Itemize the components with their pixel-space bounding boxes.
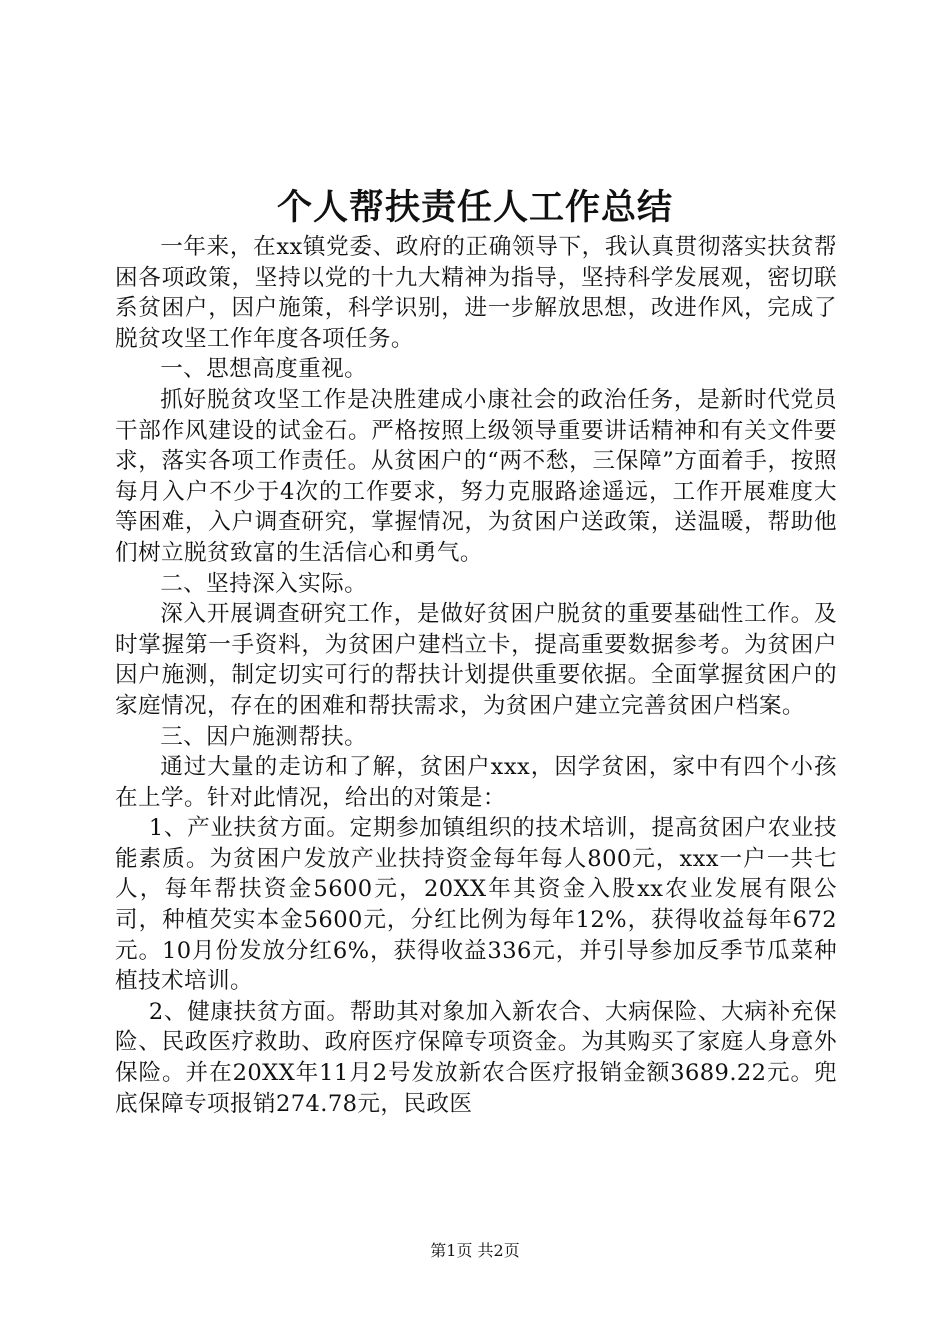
- list-item-industry: 1、产业扶贫方面。定期参加镇组织的技术培训，提高贫困户农业技能素质。为贫困户发放产业扶持资金每年每人800元，xxx一户一共七人，每年帮扶资金5600元，20XX年其资金入股xx农业发展有限公司，种植芡实本金5600元，分红比例为每年12%，获得收益每年672元。10月份发放分红6%，获得收益336元，并引导参加反季节瓜菜种植技术培训。: [115, 815, 837, 995]
- section-heading-2: 二、坚持深入实际。: [160, 570, 368, 597]
- list-item-health: 2、健康扶贫方面。帮助其对象加入新农合、大病保险、大病补充保险、民政医疗救助、政府医疗保障专项资金。为其购买了家庭人身意外保险。并在20XX年11月2号发放新农合医疗报销金额3689.22元。兜底保障专项报销274.78元，民政医: [115, 998, 837, 1117]
- paragraph-section-3: 通过大量的走访和了解，贫困户xxx，因学贫困，家中有四个小孩在上学。针对此情况，给出的对策是：: [115, 754, 837, 811]
- page-number-footer: 第1页 共2页: [430, 1241, 520, 1260]
- document-body: [115, 232, 837, 1119]
- section-heading-1: 一、思想高度重视。: [160, 356, 368, 383]
- document-title: 个人帮扶责任人工作总结: [276, 187, 673, 228]
- paragraph-section-1: 抓好脱贫攻坚工作是决胜建成小康社会的政治任务，是新时代党员干部作风建设的试金石。严格按照上级领导重要讲话精神和有关文件要求，落实各项工作责任。从贫困户的“两不愁，三保障”方面着手，按照每月入户不少于4次的工作要求，努力克服路途遥远，工作开展难度大等困难，入户调查研究，掌握情况，为贫困户送政策，送温暖，帮助他们树立脱贫致富的生活信心和勇气。: [115, 386, 837, 566]
- section-heading-3: 三、因户施测帮扶。: [160, 723, 368, 750]
- paragraph-intro: 一年来，在xx镇党委、政府的正确领导下，我认真贯彻落实扶贫帮困各项政策，坚持以党的十九大精神为指导，坚持科学发展观，密切联系贫困户，因户施策，科学识别，进一步解放思想，改进作风，完成了脱贫攻坚工作年度各项任务。: [115, 234, 837, 352]
- paragraph-section-2: 深入开展调查研究工作，是做好贫困户脱贫的重要基础性工作。及时掌握第一手资料，为贫困户建档立卡，提高重要数据参考。为贫困户因户施测，制定切实可行的帮扶计划提供重要依据。全面掌握贫困户的家庭情况，存在的困难和帮扶需求，为贫困户建立完善贫困户档案。: [115, 601, 837, 719]
